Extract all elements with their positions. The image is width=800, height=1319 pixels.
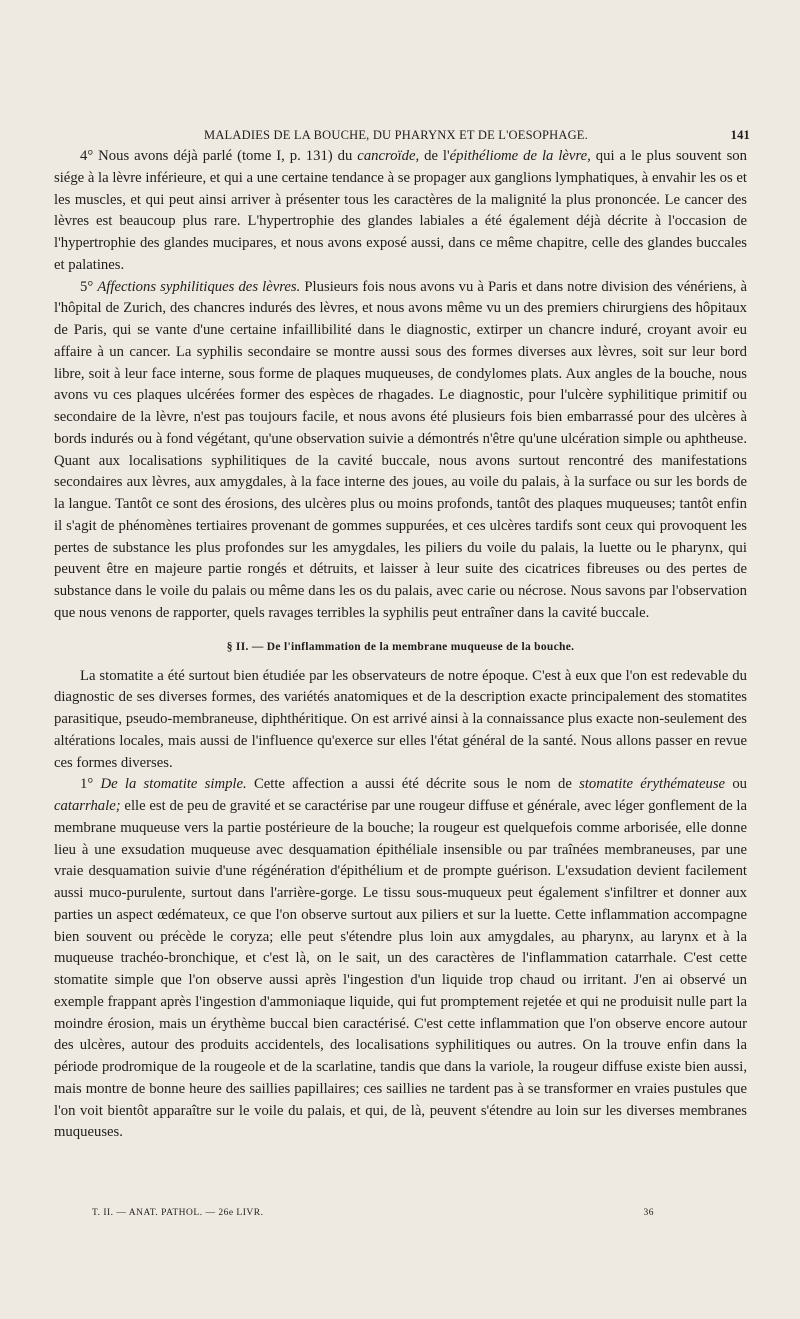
italic-term: épithéliome de la lèvre, xyxy=(449,148,591,164)
italic-term: cancroïde, xyxy=(357,148,420,164)
text-run: Cette affection a aussi été décrite sous le nom de xyxy=(246,776,580,793)
text-run: Plusieurs fois nous avons vu à Paris et dans notre division des vénériens, à l'hôpital de Zurich, des chancres indurés des lèvres, et nous avons même vu un des premiers chirurgiens des hôpitaux de Paris, qui se vante d'une certaine infaillibilité dans le diagnostic, extirper un chancre induré, croyant avoir eu affaire à un cancer. La syphilis secondaire se montre aussi sous des formes diverses aux lèvres, soit sur leur bord libre, soit à leur face interne, sous forme de plaques muqueuses, de condylomes plats. Aux angles de la bouche, nous avons vu ces plaques ulcérées former des espèces de rhagades. Le diagnostic, pour l'ulcère syphilitique primitif ou secondaire de la lèvre, n'est pas toujours facile, et nous avons été plusieurs fois bien embarrassé pour des ulcères à bords indurés ou à fond végétant, qu'une observation suivie a démontrés n'être qu'une ulcération simple ou aphtheuse. Quant aux localisations syphilitiques de la cavité buccale, nous avons surtout rencontré des manifestations secondaires aux lèvres, aux amygdales, à la face interne des joues, au voile du palais, à la surface ou sur les bords de la langue. Tantôt ce sont des érosions, des ulcères plus ou moins profonds, tantôt des plaques muqueuses; tantôt enfin il s'agit de phénomènes tertiaires provenant de gommes suppurées, et ces ulcères tardifs sont ceux qui provoquent les pertes de substance les plus profondes sur les amygdales, les piliers du voile du palais, la luette ou le pharynx, qui peuvent être en majeure partie rongés et détruits, et laisser à leur suite des cicatrices fibreuses ou des pertes de substance dans le voile du palais ou même dans les os du palais, avec carie ou nécrose. Nous savons par l'observation que nous venons de rapporter, quels ravages terribles la syphilis peut entraîner dans la cavité buccale. xyxy=(54,278,747,621)
paragraph-stomatite-simple xyxy=(54,774,747,1144)
paragraph-cancroide xyxy=(54,146,747,277)
running-title: MALADIES DE LA BOUCHE, DU PHARYNX ET DE L'OESOPHAGE. xyxy=(204,128,588,142)
paragraph-stomatite-intro: La stomatite a été surtout bien étudiée par les observateurs de notre époque. C'est à eux que l'on est redevable du diagnostic de ses diverses formes, des variétés anatomiques et de la description exacte principalement des stomatites parasitique, pseudo-membraneuse, diphthéritique. On est arrivé ainsi à la connaissance plus exacte non-seulement des altérations locales, mais aussi de l'influence qu'exerce sur elles l'état général de la santé. Nous allons passer en revue ces formes diverses. xyxy=(54,667,747,771)
italic-term: Affections syphilitiques des lèvres. xyxy=(97,278,301,295)
text-run: 4° Nous avons déjà parlé (tome I, p. 131) du xyxy=(80,148,358,164)
page-footer xyxy=(92,1208,654,1222)
text-run: 1° xyxy=(80,776,101,793)
text-run: elle est de peu de gravité et se caractérise par une rougeur diffuse et générale, avec léger gonflement de la membrane muqueuse vers la partie postérieure de la bouche; la rougeur est quelquefois comme arborisée, elle donne lieu à une exsudation muqueuse avec desquamation épithéliale insensible ou par traînées membraneuses, par une vraie desquamation suivie d'une régénération d'épithélium et de prompte guérison. L'exsudation devient facilement aussi muco-purulente, surtout dans l'arrière-gorge. Le tissu sous-muqueux peut également s'infiltrer et donner aux parties un aspect œdémateux, ce que l'on observe surtout aux piliers et sur la luette. Cette inflammation accompagne bien souvent ou précède le coryza; elle peut s'étendre plus loin aux amygdales, au pharynx, au larynx et à la muqueuse trachéo-bronchique, et c'est là, on le sait, un des caractères de l'inflammation catarrhale. C'est cette stomatite simple que l'on observe aussi après l'ingestion d'un liquide trop chaud ou irritant. J'en ai observé un exemple frappant après l'ingestion d'ammoniaque liquide, qui fut promptement rejetée et qui ne produisit nulle part la moindre érosion, mais un érythème buccal bien caractérisé. C'est cette inflammation que l'on observe encore autour des ulcères, autour des produits accidentels, des localisations syphilitiques ou autres. On la trouve enfin dans la période prodromique de la rougeole et de la scarlatine, tandis que dans la variole, la rougeur diffuse existe bien aussi, mais montre de bonne heure des saillies papillaires; ces saillies ne tardent pas à se transformer en vraies pustules que l'on voit bientôt apparaître sur le voile du palais, et qui, de là, peuvent s'étendre au loin sur les diverses membranes muqueuses. xyxy=(54,798,747,1141)
text-run: de l' xyxy=(419,148,450,164)
text-run: 5° xyxy=(80,278,98,295)
text-run: ou xyxy=(725,776,748,793)
body-text xyxy=(54,146,747,1144)
section-heading: § II. — De l'inflammation de la membrane muqueuse de la bouche. xyxy=(226,640,575,653)
footer-signature: T. II. — ANAT. PATHOL. — 26e LIVR. xyxy=(92,1208,264,1218)
text-run: qui a le plus souvent son siége à la lèvre inférieure, et qui a une certaine tendance à se propager aux ganglions lymphatiques, à envahir les os et les muscles, et qui peut ainsi arriver à présenter tous les caractères de la malignité la plus prononcée. Le cancer des lèvres est beaucoup plus rare. L'hypertrophie des glandes labiales a été également déjà décrite à l'occasion de l'hypertrophie des glandes mucipares, et nous avons exposé aussi, dans ce même chapitre, celle des glandes buccales et palatines. xyxy=(54,148,747,273)
footer-sheet-number: 36 xyxy=(643,1208,654,1218)
italic-term: stomatite érythémateuse xyxy=(579,776,726,793)
italic-term: De la stomatite simple. xyxy=(100,776,247,793)
italic-term: catarrhale; xyxy=(54,798,121,814)
running-header xyxy=(54,128,750,144)
page-number: 141 xyxy=(730,128,750,142)
paragraph-syphilis xyxy=(54,277,747,625)
